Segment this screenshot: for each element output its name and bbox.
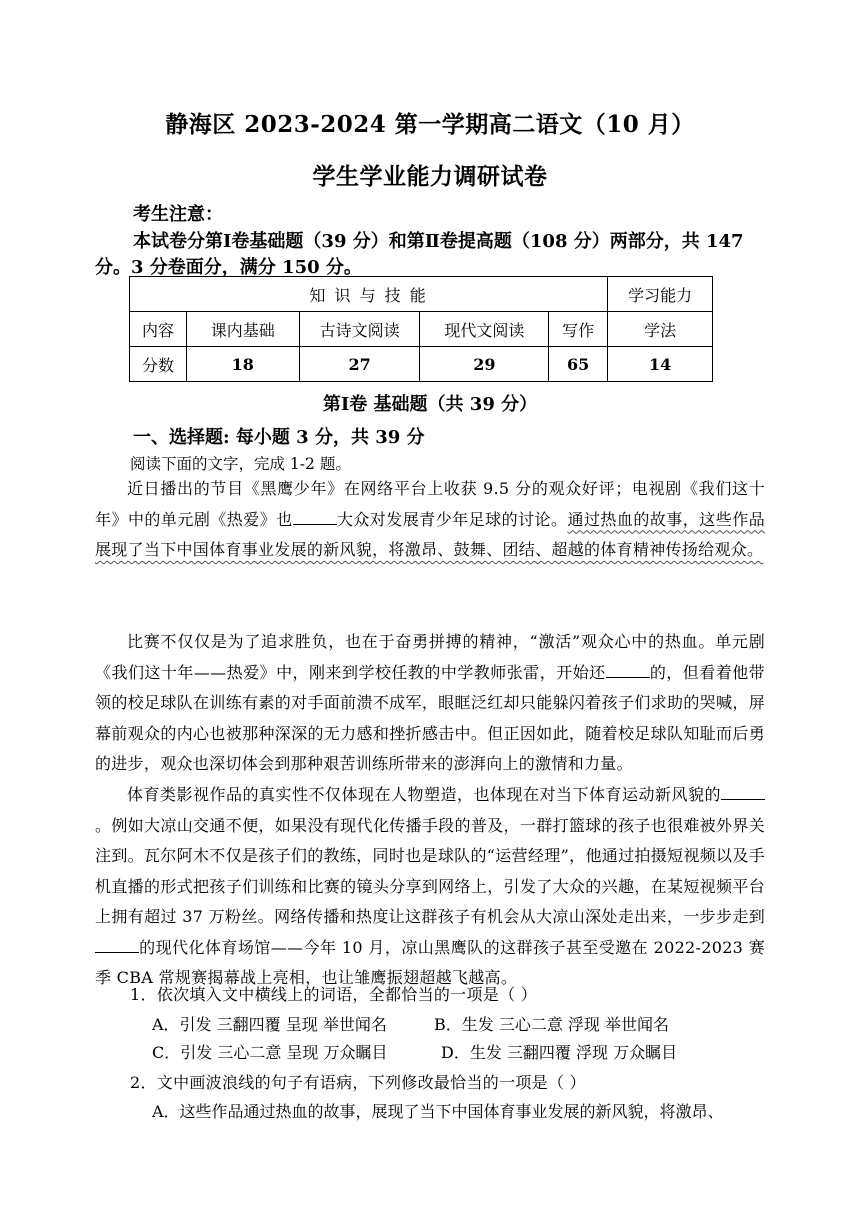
question-2-option-a: A．这些作品通过热血的故事，展现了当下中国体育事业发展的新风貌，将激昂、 bbox=[152, 1102, 724, 1121]
fill-blank-2 bbox=[606, 663, 650, 678]
question-heading: 一、选择题: 每小题 3 分，共 39 分 bbox=[133, 427, 425, 448]
col-xiezuo: 写作 bbox=[549, 312, 608, 347]
score-xuefa: 14 bbox=[608, 347, 713, 382]
p1-text-b: 大众对发展青少年足球的讨论。 bbox=[336, 509, 568, 529]
score-table-score-row bbox=[130, 347, 713, 382]
question-1-option-a: A．引发 三翻四覆 呈现 举世闻名 bbox=[152, 1015, 387, 1034]
score-xiezuo: 65 bbox=[549, 347, 608, 382]
notice-line2: 分。3 分卷面分，满分 150 分。 bbox=[95, 257, 362, 278]
fill-blank-3 bbox=[721, 785, 765, 800]
row-content-label: 内容 bbox=[130, 312, 187, 347]
question-1-option-b: B．生发 三心二意 浮现 举世闻名 bbox=[434, 1015, 670, 1034]
exam-title-line1: 静海区 2023-2024 第一学期高二语文（10 月） bbox=[165, 111, 695, 138]
section1-title: 第Ⅰ卷 基础题（共 39 分） bbox=[322, 394, 538, 415]
row-score-label: 分数 bbox=[130, 347, 187, 382]
reading-intro: 阅读下面的文字，完成 1-2 题。 bbox=[130, 455, 351, 473]
p3-text-b: 。例如大凉山交通不便，如果没有现代化传播手段的普及，一群打篮球的孩子也很难被外界关注到。瓦尔阿木不仅是孩子们的教练，同时也是球队的“运营经理”，他通过拍摄短视频以及手机直播的形式把孩子们训练和比赛的镜头分享到网络上，引发了大众的兴趣，在某短视频平台上拥有超过 37 万粉丝。网络传播和热度让这群孩子有机会从大凉山深处走出来，一步步走到 bbox=[95, 815, 765, 926]
question-1-stem: 1．依次填入文中横线上的词语，全都恰当的一项是（ ） bbox=[130, 985, 538, 1004]
col-xiandaiwen: 现代文阅读 bbox=[420, 312, 549, 347]
p3-text-c: 的现代化体育场馆——今年 10 月，凉山黑鹰队的这群孩子甚至受邀在 2022-2023 赛季 CBA 常规赛揭幕战上亮相，也让雏鹰振翅超越飞越高。 bbox=[95, 937, 765, 987]
col-gushiwen: 古诗文阅读 bbox=[299, 312, 420, 347]
passage-paragraph-3 bbox=[95, 780, 765, 994]
header-knowledge: 知 识 与 技 能 bbox=[130, 277, 608, 312]
fill-blank-1 bbox=[293, 510, 337, 525]
score-kenei: 18 bbox=[186, 347, 299, 382]
p2-text-a: 比赛不仅仅是为了追求胜负，也在于奋勇拼搏的精神，“激活”观众心中的热血。单元剧《我们这十年——热爱》中，刚来到学校任教的中学教师张雷，开始还 bbox=[95, 632, 765, 682]
wavy-underlined-sentence: 通过热血的故事，这些作品展现了当下中国体育事业发展的新风貌，将激昂、鼓舞、团结、超越的体育精神传扬给观众。 bbox=[95, 509, 765, 559]
p3-text-a: 体育类影视作品的真实性不仅体现在人物塑造，也体现在对当下体育运动新风貌的 bbox=[127, 785, 721, 804]
score-gushiwen: 27 bbox=[299, 347, 420, 382]
notice-line1: 本试卷分第Ⅰ卷基础题（39 分）和第Ⅱ卷提高题（108 分）两部分，共 147 bbox=[133, 231, 744, 252]
notice-label: 考生注意： bbox=[133, 204, 223, 225]
score-table bbox=[129, 276, 713, 382]
header-ability: 学习能力 bbox=[608, 277, 713, 312]
question-1-option-d: D．生发 三翻四覆 浮现 万众瞩目 bbox=[441, 1043, 678, 1062]
col-kenei: 课内基础 bbox=[186, 312, 299, 347]
passage-paragraph-1 bbox=[95, 474, 765, 566]
question-2-stem: 2．文中画波浪线的句子有语病，下列修改最恰当的一项是（ ） bbox=[130, 1073, 586, 1092]
col-xuefa: 学法 bbox=[608, 312, 713, 347]
fill-blank-4 bbox=[95, 938, 139, 953]
p2-text-b: 的，但看着他带领的校足球队在训练有素的对手面前溃不成军，眼眶泛红却只能躲闪着孩子们求助的哭喊，屏幕前观众的内心也被那种深深的无力感和挫折感击中。但正因如此，随着校足球队知耻而后勇的进步，观众也深切体会到那种艰苦训练所带来的澎湃向上的激情和力量。 bbox=[95, 662, 765, 773]
score-table-content-row bbox=[130, 312, 713, 347]
exam-title-line2: 学生学业能力调研试卷 bbox=[312, 163, 548, 190]
p1-text-a: 近日播出的节目《黑鹰少年》在网络平台上收获 9.5 分的观众好评；电视剧《我们这十年》中的单元剧《热爱》也 bbox=[95, 479, 765, 529]
score-table-header-row bbox=[130, 277, 713, 312]
passage-paragraph-2 bbox=[95, 627, 765, 780]
score-xiandaiwen: 29 bbox=[420, 347, 549, 382]
question-1-option-c: C．引发 三心二意 呈现 万众瞩目 bbox=[152, 1043, 388, 1062]
